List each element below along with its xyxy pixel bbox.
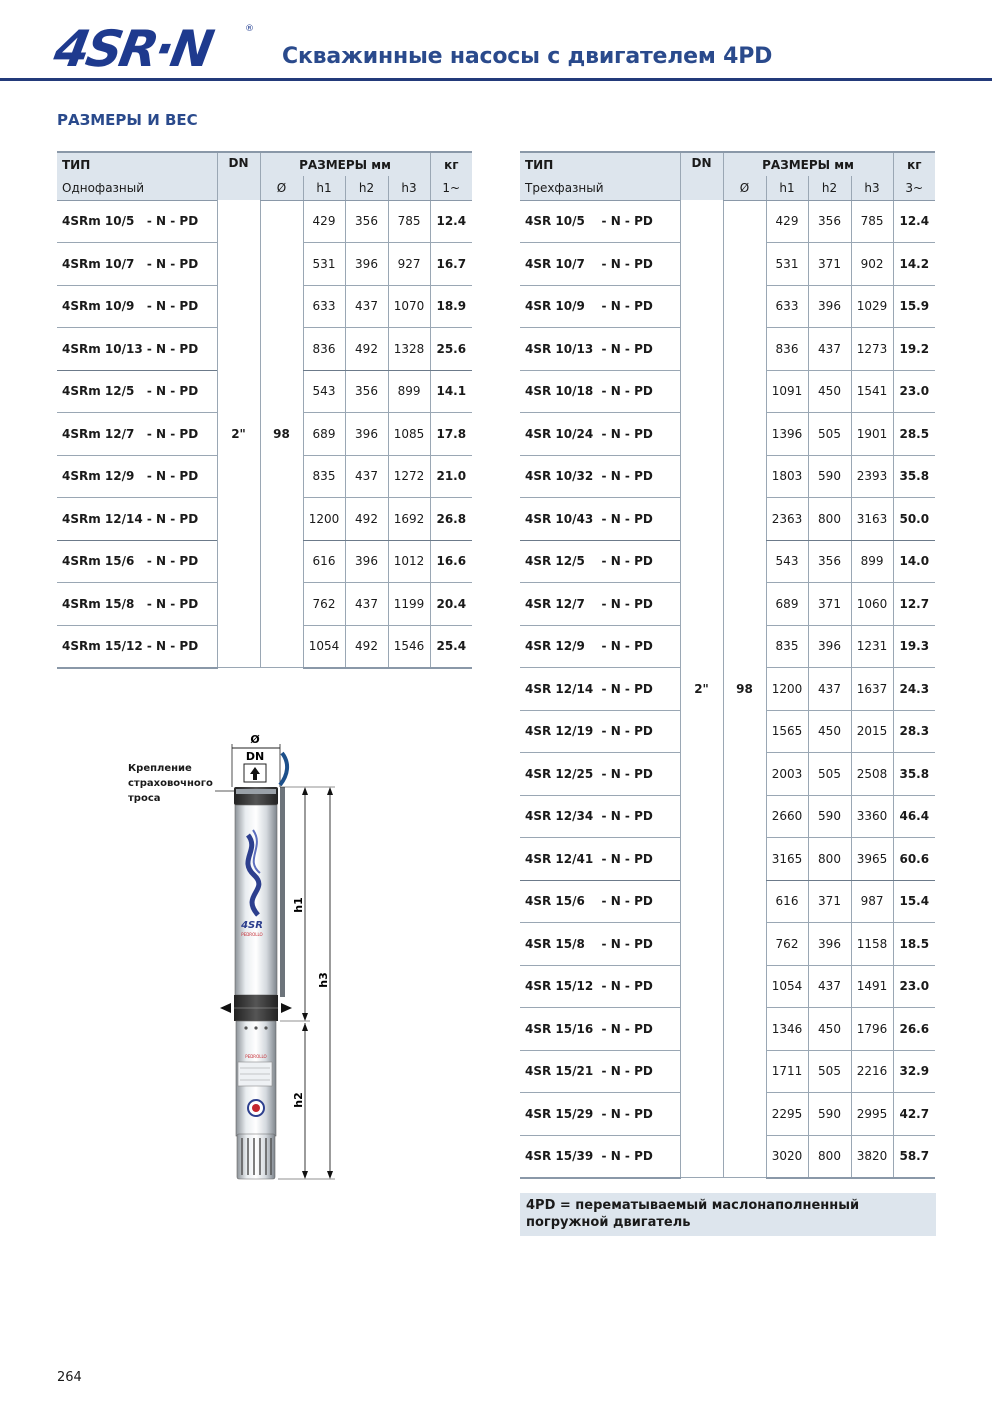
label-h1: h1 (292, 897, 305, 913)
cell-h2: 371 (808, 583, 851, 626)
cell-h1: 1711 (766, 1050, 808, 1093)
table-row (57, 200, 472, 243)
cell-type: 4SRm 12/5 - N - PD (57, 370, 217, 413)
cell-kg: 23.0 (893, 965, 935, 1008)
cell-h1: 836 (303, 328, 345, 371)
motor-footnote: 4PD = перематываемый маслонаполненный погружной двигатель (520, 1193, 936, 1236)
cell-h3: 1546 (388, 625, 430, 668)
cell-h3: 3163 (851, 498, 893, 541)
cell-type: 4SR 12/14 - N - PD (520, 668, 680, 711)
cell-kg: 12.4 (893, 200, 935, 243)
cell-type: 4SR 12/9 - N - PD (520, 625, 680, 668)
cell-type: 4SR 10/7 - N - PD (520, 243, 680, 286)
cell-h3: 1158 (851, 923, 893, 966)
cell-h3: 1199 (388, 583, 430, 626)
cell-h1: 2660 (766, 795, 808, 838)
col-kg: кг (893, 152, 935, 176)
cell-h2: 505 (808, 413, 851, 456)
cell-h1: 616 (303, 540, 345, 583)
cell-h1: 835 (303, 455, 345, 498)
cell-h3: 2508 (851, 753, 893, 796)
cell-type: 4SR 12/34 - N - PD (520, 795, 680, 838)
cell-kg: 42.7 (893, 1093, 935, 1136)
cell-diameter: 98 (260, 200, 303, 668)
cell-h1: 1054 (766, 965, 808, 1008)
col-type: ТИП (520, 152, 680, 176)
cell-h1: 429 (766, 200, 808, 243)
subheader-h2: h2 (808, 176, 851, 200)
subheader-h1: h1 (303, 176, 345, 200)
cell-type: 4SR 12/25 - N - PD (520, 753, 680, 796)
subheader-phase: 3~ (893, 176, 935, 200)
cell-type: 4SR 15/39 - N - PD (520, 1135, 680, 1178)
cell-type: 4SR 10/43 - N - PD (520, 498, 680, 541)
cell-h2: 450 (808, 370, 851, 413)
cell-h3: 987 (851, 880, 893, 923)
cell-h3: 3360 (851, 795, 893, 838)
cell-h3: 1491 (851, 965, 893, 1008)
cell-h2: 590 (808, 455, 851, 498)
cell-h3: 899 (851, 540, 893, 583)
cell-h1: 1091 (766, 370, 808, 413)
cell-type: 4SR 15/8 - N - PD (520, 923, 680, 966)
cell-kg: 46.4 (893, 795, 935, 838)
cell-kg: 18.9 (430, 285, 472, 328)
cell-kg: 16.7 (430, 243, 472, 286)
cell-kg: 35.8 (893, 753, 935, 796)
cell-h2: 437 (345, 455, 388, 498)
subheader-h1: h1 (766, 176, 808, 200)
cell-h1: 762 (766, 923, 808, 966)
col-kg: кг (430, 152, 472, 176)
cell-type: 4SR 15/12 - N - PD (520, 965, 680, 1008)
cell-type: 4SR 12/5 - N - PD (520, 540, 680, 583)
cell-kg: 35.8 (893, 455, 935, 498)
cell-h2: 371 (808, 243, 851, 286)
cell-h3: 2393 (851, 455, 893, 498)
cell-kg: 20.4 (430, 583, 472, 626)
subheader-h2: h2 (345, 176, 388, 200)
cell-kg: 28.5 (893, 413, 935, 456)
cell-h2: 371 (808, 880, 851, 923)
cell-kg: 15.4 (893, 880, 935, 923)
cell-kg: 21.0 (430, 455, 472, 498)
cell-kg: 12.4 (430, 200, 472, 243)
cell-type: 4SRm 12/14 - N - PD (57, 498, 217, 541)
page-title: Скважинные насосы с двигателем 4PD (282, 44, 773, 69)
cell-type: 4SRm 12/7 - N - PD (57, 413, 217, 456)
cell-h3: 1231 (851, 625, 893, 668)
cell-h2: 396 (808, 923, 851, 966)
cell-kg: 23.0 (893, 370, 935, 413)
motor-maker-label: PEDROLLO (245, 1054, 267, 1059)
cell-kg: 12.7 (893, 583, 935, 626)
cell-h2: 800 (808, 1135, 851, 1178)
subheader-diameter: Ø (723, 176, 766, 200)
cell-type: 4SR 10/18 - N - PD (520, 370, 680, 413)
col-dimensions: РАЗМЕРЫ мм (260, 152, 430, 176)
cell-type: 4SR 12/41 - N - PD (520, 838, 680, 881)
cell-kg: 14.0 (893, 540, 935, 583)
cell-type: 4SR 12/7 - N - PD (520, 583, 680, 626)
cell-h3: 902 (851, 243, 893, 286)
cell-h1: 1200 (766, 668, 808, 711)
label-h2: h2 (292, 1092, 305, 1108)
cell-dn: 2" (680, 200, 723, 1178)
cell-type: 4SR 10/5 - N - PD (520, 200, 680, 243)
label-diameter: Ø (250, 733, 260, 746)
cell-h2: 492 (345, 625, 388, 668)
logo-text: 4SR·N (49, 20, 216, 78)
cell-h3: 1541 (851, 370, 893, 413)
table-row (520, 200, 935, 243)
cell-h1: 543 (303, 370, 345, 413)
cell-h2: 450 (808, 710, 851, 753)
cell-type: 4SR 15/29 - N - PD (520, 1093, 680, 1136)
cell-h3: 899 (388, 370, 430, 413)
cell-type: 4SRm 15/6 - N - PD (57, 540, 217, 583)
cell-h1: 762 (303, 583, 345, 626)
cell-type: 4SR 10/13 - N - PD (520, 328, 680, 371)
cell-h1: 1200 (303, 498, 345, 541)
subheader-phase: 1~ (430, 176, 472, 200)
cell-h1: 531 (303, 243, 345, 286)
cell-kg: 14.2 (893, 243, 935, 286)
cell-type: 4SR 15/16 - N - PD (520, 1008, 680, 1051)
cell-type: 4SRm 12/9 - N - PD (57, 455, 217, 498)
power-cable (280, 753, 287, 785)
cell-h1: 689 (303, 413, 345, 456)
cell-h2: 396 (808, 625, 851, 668)
subheader-diameter: Ø (260, 176, 303, 200)
cell-h2: 437 (808, 965, 851, 1008)
header-rule (0, 78, 992, 81)
cell-h3: 2216 (851, 1050, 893, 1093)
cell-h2: 492 (345, 328, 388, 371)
cell-h2: 396 (345, 540, 388, 583)
cell-h2: 356 (808, 540, 851, 583)
cell-type: 4SR 12/19 - N - PD (520, 710, 680, 753)
cell-h2: 396 (345, 413, 388, 456)
single-phase-rows (57, 200, 472, 668)
cell-h1: 2295 (766, 1093, 808, 1136)
cell-h1: 429 (303, 200, 345, 243)
cell-h1: 1803 (766, 455, 808, 498)
label-dn: DN (245, 750, 265, 763)
three-phase-rows (520, 200, 935, 1178)
col-dn: DN (680, 152, 723, 200)
subheader-phase-type: Однофазный (57, 176, 217, 200)
cell-type: 4SRm 15/12 - N - PD (57, 625, 217, 668)
cell-h2: 356 (345, 200, 388, 243)
cell-h1: 836 (766, 328, 808, 371)
cell-h2: 437 (808, 328, 851, 371)
cell-type: 4SRm 10/5 - N - PD (57, 200, 217, 243)
page-number: 264 (57, 1370, 82, 1385)
cell-h2: 437 (345, 285, 388, 328)
subheader-h3: h3 (851, 176, 893, 200)
cell-h3: 1692 (388, 498, 430, 541)
cell-h3: 2995 (851, 1093, 893, 1136)
col-dimensions: РАЗМЕРЫ мм (723, 152, 893, 176)
cell-h3: 1901 (851, 413, 893, 456)
cell-h2: 396 (345, 243, 388, 286)
brand-logo (49, 20, 260, 78)
cell-type: 4SR 15/6 - N - PD (520, 880, 680, 923)
cell-type: 4SRm 10/13 - N - PD (57, 328, 217, 371)
cell-kg: 14.1 (430, 370, 472, 413)
cell-h3: 1796 (851, 1008, 893, 1051)
cell-kg: 25.6 (430, 328, 472, 371)
cell-h3: 927 (388, 243, 430, 286)
subheader-h3: h3 (388, 176, 430, 200)
callout-line-1: Крепление (128, 763, 192, 774)
cell-h2: 800 (808, 838, 851, 881)
cell-kg: 58.7 (893, 1135, 935, 1178)
cell-h3: 3965 (851, 838, 893, 881)
cell-h3: 1012 (388, 540, 430, 583)
cell-h1: 1565 (766, 710, 808, 753)
cell-h1: 2363 (766, 498, 808, 541)
three-phase-table (520, 151, 935, 1179)
subheader-phase-type: Трехфазный (520, 176, 680, 200)
cell-h3: 2015 (851, 710, 893, 753)
cell-type: 4SR 10/9 - N - PD (520, 285, 680, 328)
section-title: РАЗМЕРЫ И ВЕС (57, 111, 198, 129)
cell-type: 4SR 10/24 - N - PD (520, 413, 680, 456)
cell-h3: 3820 (851, 1135, 893, 1178)
inlet-arrow-right-icon (281, 1003, 292, 1013)
cell-h1: 633 (303, 285, 345, 328)
cell-kg: 26.8 (430, 498, 472, 541)
cell-h1: 835 (766, 625, 808, 668)
cell-type: 4SR 10/32 - N - PD (520, 455, 680, 498)
cell-kg: 15.9 (893, 285, 935, 328)
single-phase-table (57, 151, 472, 669)
cell-h1: 1396 (766, 413, 808, 456)
cell-h2: 356 (345, 370, 388, 413)
cell-h2: 505 (808, 753, 851, 796)
cell-h3: 1085 (388, 413, 430, 456)
cell-kg: 16.6 (430, 540, 472, 583)
registered-mark: ® (245, 24, 254, 34)
cell-h1: 633 (766, 285, 808, 328)
cell-h1: 2003 (766, 753, 808, 796)
cell-kg: 19.2 (893, 328, 935, 371)
cell-h1: 531 (766, 243, 808, 286)
callout-line-2: страховочного (128, 778, 213, 789)
cell-kg: 17.8 (430, 413, 472, 456)
cell-kg: 25.4 (430, 625, 472, 668)
callout-line-3: троса (128, 793, 161, 804)
col-type: ТИП (57, 152, 217, 176)
cell-h1: 1054 (303, 625, 345, 668)
cell-kg: 32.9 (893, 1050, 935, 1093)
cell-kg: 26.6 (893, 1008, 935, 1051)
cell-h3: 1328 (388, 328, 430, 371)
cell-type: 4SRm 15/8 - N - PD (57, 583, 217, 626)
cell-h2: 356 (808, 200, 851, 243)
cell-h2: 590 (808, 1093, 851, 1136)
cell-type: 4SR 15/21 - N - PD (520, 1050, 680, 1093)
cell-diameter: 98 (723, 200, 766, 1178)
cable-guard (280, 787, 285, 997)
pump-maker-label: PEDROLLO (241, 932, 263, 937)
cell-h1: 616 (766, 880, 808, 923)
cell-h1: 1346 (766, 1008, 808, 1051)
cell-dn: 2" (217, 200, 260, 668)
cell-type: 4SRm 10/9 - N - PD (57, 285, 217, 328)
cell-kg: 24.3 (893, 668, 935, 711)
cell-h1: 689 (766, 583, 808, 626)
cell-h2: 492 (345, 498, 388, 541)
cell-type: 4SRm 10/7 - N - PD (57, 243, 217, 286)
cell-h2: 437 (808, 668, 851, 711)
cell-h2: 396 (808, 285, 851, 328)
cell-kg: 19.3 (893, 625, 935, 668)
cell-h3: 1273 (851, 328, 893, 371)
cell-h2: 450 (808, 1008, 851, 1051)
inlet-arrow-left-icon (220, 1003, 231, 1013)
pump-dimension-drawing (120, 725, 350, 1185)
cell-h2: 437 (345, 583, 388, 626)
cell-h2: 505 (808, 1050, 851, 1093)
cell-h3: 785 (388, 200, 430, 243)
cell-h1: 3020 (766, 1135, 808, 1178)
label-h3: h3 (317, 972, 330, 988)
cell-h1: 3165 (766, 838, 808, 881)
cell-h3: 1272 (388, 455, 430, 498)
cell-kg: 28.3 (893, 710, 935, 753)
pump-brand-label: 4SR (241, 920, 263, 931)
col-dn: DN (217, 152, 260, 200)
cell-h3: 1070 (388, 285, 430, 328)
cell-h3: 785 (851, 200, 893, 243)
cell-h2: 800 (808, 498, 851, 541)
cell-h1: 543 (766, 540, 808, 583)
cell-kg: 60.6 (893, 838, 935, 881)
cell-h3: 1060 (851, 583, 893, 626)
cell-h2: 590 (808, 795, 851, 838)
cell-h3: 1637 (851, 668, 893, 711)
cell-h3: 1029 (851, 285, 893, 328)
cell-kg: 18.5 (893, 923, 935, 966)
cell-kg: 50.0 (893, 498, 935, 541)
